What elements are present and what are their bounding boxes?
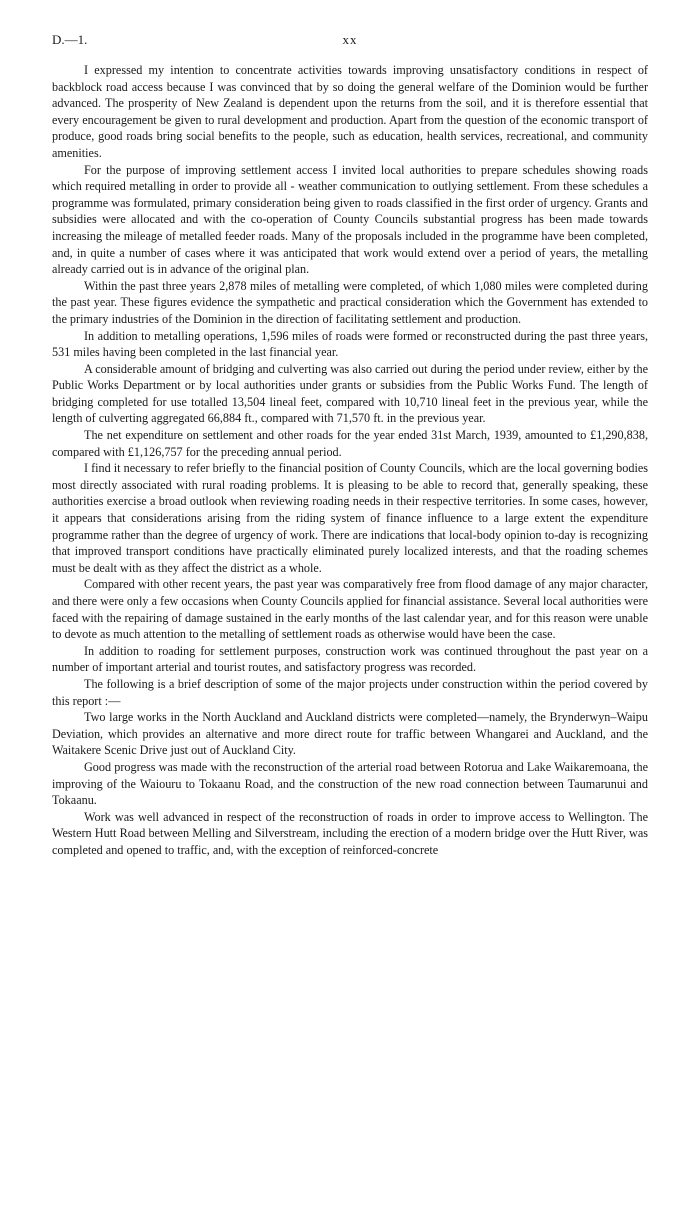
paragraph: Good progress was made with the reconstruction of the arterial road between Rotorua and Lake Waikaremoana, the improving of the Waiouru to Tokaanu Road, and the construction of the new road connection between Taumarunui and Tokaanu. [52, 759, 648, 808]
paragraph: Work was well advanced in respect of the reconstruction of roads in order to improve access to Wellington. The Western Hutt Road between Melling and Silverstream, including the erection of a modern bridge over the Hutt River, was completed and opened to traffic, and, with the exception of reinforced-concrete [52, 809, 648, 857]
paragraph: The net expenditure on settlement and other roads for the year ended 31st March, 1939, amounted to £1,290,838, compared with £1,126,757 for the preceding annual period. [52, 428, 648, 459]
paragraph: The following is a brief description of some of the major projects under construction within the period covered by this report :— [52, 676, 648, 708]
paragraph: A considerable amount of bridging and culverting was also carried out during the period under review, either by the Public Works Department or by local authorities under grants or subsidies from the Public Works Fund. The length of bridging completed for use totalled 13,504 lineal feet, compared with 10,710 lineal feet in the previous year, while the length of culverting aggregated 66,884 ft., compared with 71,570 ft. in the previous year. [52, 361, 648, 426]
paragraph: I expressed my intention to concentrate activities towards improving unsatisfactory conditions in respect of backblock road access because I was convinced that by so doing the general welfare of the Dominion would be further advanced. The prosperity of New Zealand is dependent upon the returns from the soil, and it is therefore essential that every encouragement be given to rural development and production. Apart from the question of the economic transport of produce, good roads bring social benefits to the people, such as education, health services, recreational, and community amenities. [52, 63, 648, 160]
paragraph: Within the past three years 2,878 miles of metalling were completed, of which 1,080 miles were completed during the past year. These figures evidence the sympathetic and practical consideration which the Government has extended to the primary industries of the Dominion in the direction of facilitating settlement and production. [52, 278, 648, 326]
page-number: xx [342, 32, 358, 47]
paragraph: For the purpose of improving settlement access I invited local authorities to prepare schedules showing roads which required metalling in order to provide all - weather communication to outlying settlement. From these schedules a programme was formulated, primary consideration being given to roads classified in the first order of urgency. Grants and subsidies were allocated and with the co-operation of County Councils substantial progress has been made towards increasing the mileage of metalled feeder roads. Many of the proposals included in the programme have been completed, and, in quite a number of cases where it was anticipated that work would extend over a period of years, the metalling already carried out is in advance of the original plan. [52, 162, 648, 277]
paragraph: Compared with other recent years, the past year was comparatively free from flood damage of any major character, and there were only a few occasions when County Councils applied for financial assistance. Several local authorities were faced with the repairing of damage sustained in the early months of the last calendar year, and for this reason were unable to devote as much attention to the metalling of settlement roads as otherwise would have been the case. [52, 577, 648, 642]
paragraph: In addition to metalling operations, 1,596 miles of roads were formed or reconstructed during the past three years, 531 miles having been completed in the last financial year. [52, 328, 648, 360]
document-reference: D.—1. [52, 32, 88, 47]
page-header [52, 32, 648, 50]
report-body [52, 62, 648, 859]
paragraph: I find it necessary to refer briefly to the financial position of County Councils, which are the local governing bodies most directly associated with rural roading problems. It is pleasing to be able to record that, generally speaking, these authorities exercise a broad outlook when reviewing roading needs in their respective territories. In some cases, however, it appears that considerations arising from the riding system of finance influence to a large extent the expenditure programme rather than the degree of urgency of work. There are indications that local-body opinion to-day is recognizing that improved transport conditions have practically eliminated purely localized interests, and that the roading schemes must be dealt with as they affect the district as a whole. [52, 461, 648, 575]
paragraph: In addition to roading for settlement purposes, construction work was continued throughout the past year on a number of important arterial and tourist routes, and satisfactory progress was recorded. [52, 643, 648, 675]
paragraph: Two large works in the North Auckland and Auckland districts were completed—namely, the Brynderwyn–Waipu Deviation, which provides an alternative and more direct route for traffic between Whangarei and Auckland, and the Waitakere Scenic Drive just out of Auckland City. [52, 710, 648, 758]
